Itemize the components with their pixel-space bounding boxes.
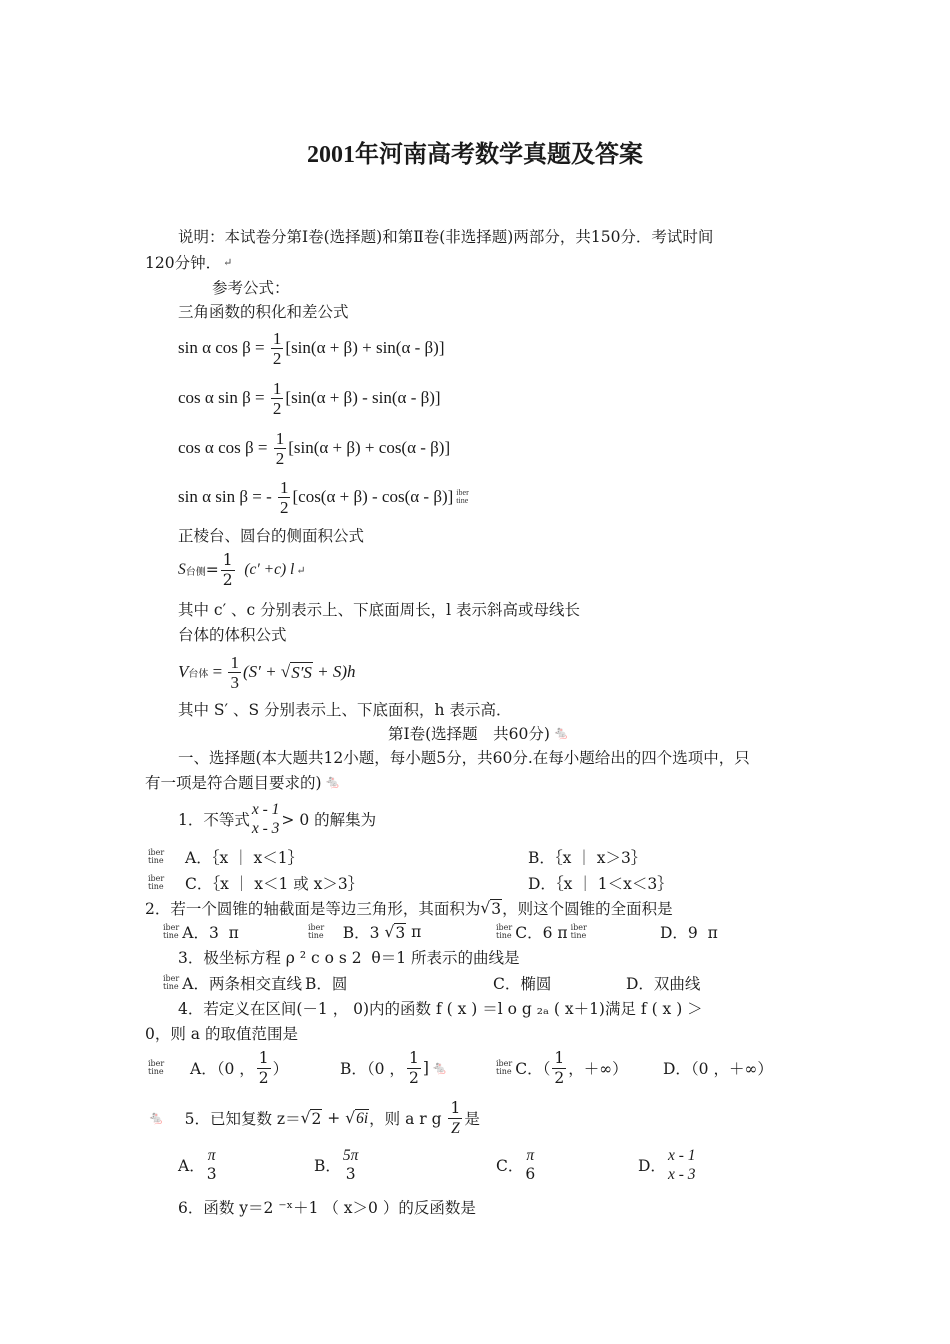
marker-top: iber	[308, 923, 325, 932]
question-3: 3．极坐标方程 ρ ² c o s 2 θ＝1 所表示的曲线是	[178, 949, 520, 967]
option-text: A．（0 ，	[190, 1060, 255, 1078]
option-b	[340, 1049, 448, 1088]
field-marker-icon	[496, 1060, 512, 1076]
denominator: 2	[279, 497, 289, 517]
equals: =	[208, 662, 227, 681]
fraction	[668, 1146, 696, 1184]
marker-bottom: tine	[570, 931, 587, 940]
denominator: 2	[272, 398, 282, 418]
fraction	[252, 800, 280, 838]
q-text: 1．不等式	[178, 811, 250, 829]
rhs: [sin(α + β) - sin(α - β)]	[285, 388, 441, 407]
rhs: (S′ +	[242, 662, 281, 681]
trig-formula-4	[178, 477, 472, 517]
plus: +	[322, 1109, 346, 1127]
numerator: 1	[272, 378, 282, 398]
q1-options-row2	[145, 871, 845, 895]
equals: =	[205, 561, 219, 579]
mouse-icon: 🐁	[431, 1060, 449, 1076]
option-text: ]	[422, 1059, 429, 1077]
numerator: 1	[408, 1048, 419, 1067]
fraction	[274, 429, 287, 468]
fraction	[271, 379, 284, 418]
option-label: D．	[638, 1157, 666, 1175]
rhs: [sin(α + β) + cos(α - β)]	[288, 438, 451, 457]
rhs: [sin(α + β) + sin(α - β)]	[285, 338, 445, 357]
marker-bottom: tine	[456, 496, 469, 505]
option-d: D．｛x ｜ 1＜x＜3｝	[528, 875, 673, 893]
v-subscript: 台体	[188, 668, 209, 680]
denominator: 2	[272, 348, 282, 368]
option-text: ）	[272, 1060, 289, 1078]
q-text: ，则 a r g	[369, 1110, 447, 1128]
denominator: 6	[525, 1165, 536, 1183]
denominator: 2	[258, 1068, 269, 1087]
marker-bottom: tine	[163, 931, 179, 940]
denominator: x - 3	[251, 820, 280, 837]
option-d: D．双曲线	[626, 975, 701, 993]
trig-heading: 三角函数的积化和差公式	[178, 303, 349, 321]
q-text: 2．若一个圆锥的轴截面是等边三角形，其面积为	[145, 900, 481, 918]
option-c: C．6 π	[515, 924, 568, 942]
q-text: 5．已知复数 z＝	[184, 1110, 301, 1128]
marker-bottom: tine	[148, 882, 164, 891]
lhs: sin α cos β =	[178, 338, 269, 357]
option-label: A．	[178, 1157, 205, 1175]
rhs: (c′ +c) l	[236, 561, 295, 578]
trig-formula-2	[178, 378, 441, 418]
numerator: 1	[222, 550, 233, 569]
option-a: A．3 π	[182, 924, 239, 942]
field-marker-icon	[163, 924, 179, 940]
marker-bottom: tine	[163, 982, 179, 991]
marker-bottom: tine	[496, 931, 512, 940]
denominator: 3	[206, 1165, 217, 1183]
fraction	[257, 1049, 271, 1088]
fraction	[552, 1049, 566, 1088]
fraction	[448, 1099, 462, 1138]
trig-formula-1	[178, 328, 445, 368]
field-marker-icon	[308, 924, 324, 940]
volume-heading: 台体的体积公式	[178, 626, 287, 644]
option-d: D．9 π	[660, 924, 718, 942]
option-d	[638, 1146, 697, 1184]
lhs: cos α cos β =	[178, 438, 272, 457]
mouse-icon: 🐁	[552, 725, 570, 741]
marker-top: iber	[456, 488, 469, 497]
s-subscript: 台侧	[185, 566, 206, 578]
fraction	[271, 329, 284, 368]
denominator: 3	[230, 672, 239, 692]
marker-top: iber	[570, 923, 587, 932]
intro-text: 120分钟．	[145, 254, 222, 272]
q4-options	[145, 1048, 845, 1087]
option-b: B．｛x ｜ x＞3｝	[528, 849, 647, 867]
question-4-line2: 0，则 a 的取值范围是	[145, 1025, 298, 1043]
option-d: D．（0 ，＋∞）	[663, 1060, 773, 1078]
volume-note: 其中 S′ 、S 分别表示上、下底面积，h 表示高．	[178, 701, 512, 719]
part1-heading	[388, 721, 569, 745]
option-a	[190, 1049, 288, 1088]
s-symbol: S	[178, 561, 186, 578]
sqrt-term: 6i	[356, 1109, 369, 1127]
field-marker-icon	[148, 1060, 164, 1076]
marker-top: iber	[496, 923, 513, 932]
numerator: 1	[450, 1098, 461, 1117]
question-2: 2．若一个圆锥的轴截面是等边三角形，其面积为 √ 3 ，则这个圆锥的全面积是	[145, 899, 673, 918]
fraction	[343, 1146, 359, 1184]
mouse-icon: 🐁	[324, 774, 341, 790]
option-a: A．｛x ｜ x＜1｝	[185, 849, 304, 867]
ref-heading: 参考公式：	[212, 279, 290, 297]
q-text: > 0 的解集为	[281, 811, 377, 829]
q2-options	[160, 920, 860, 944]
numerator: 1	[230, 652, 239, 672]
lhs: cos α sin β =	[178, 388, 269, 407]
instructions-line2	[145, 770, 341, 794]
instructions-line1: 一、选择题(本大题共12小题，每小题5分，共60分.在每小题给出的四个选项中，只	[178, 749, 750, 767]
option-text: C．（	[515, 1060, 551, 1078]
option-b-wrap: iber tine B．3 √ 3 π	[308, 923, 422, 942]
v-symbol: V	[178, 662, 189, 681]
fraction	[228, 653, 241, 692]
sqrt-term: S′S	[291, 662, 312, 682]
option-c-wrap	[493, 921, 590, 943]
numerator: 1	[275, 428, 285, 448]
marker-bottom: tine	[148, 1067, 164, 1076]
rhs: [cos(α + β) - cos(α - β)]	[292, 487, 454, 506]
intro-line2	[145, 250, 232, 274]
heading-text: 第Ⅰ卷(选择题 共60分)	[388, 725, 550, 743]
instr-text: 有一项是符合题目要求的)	[145, 774, 322, 792]
marker-top: iber	[163, 923, 180, 932]
trig-formula-3	[178, 428, 451, 468]
option-c	[493, 1049, 628, 1088]
option-c: C．椭圆	[493, 975, 552, 993]
option-c	[496, 1146, 537, 1184]
field-marker-icon	[148, 875, 164, 891]
option-label: C．	[496, 1157, 524, 1175]
option-b	[314, 1146, 360, 1184]
question-5: 🐁 5．已知复数 z＝ √ 2 + √ 6i ，则 a r g $\frac{1}{Z}$ 是	[148, 1098, 480, 1137]
marker-bottom: tine	[148, 856, 164, 865]
question-6: 6．函数 y＝2 ⁻ˣ＋1 （ x＞0 ）的反函数是	[178, 1199, 476, 1217]
page-title: 2001年河南高考数学真题及答案	[307, 142, 643, 168]
field-marker-icon	[456, 489, 468, 505]
option-b: B．圆	[305, 975, 348, 993]
q3-options	[160, 971, 860, 995]
denominator: Z	[451, 1119, 460, 1137]
marker-top: iber	[148, 874, 165, 883]
option-a	[178, 1146, 219, 1184]
denominator: 2	[275, 448, 285, 468]
volume-formula: V 台体 = $\frac{1}{3}$ (S′ + √ S′S + S)h	[178, 652, 356, 692]
option-a: A．两条相交直线	[182, 975, 302, 993]
q5-options	[178, 1147, 828, 1183]
denominator: 3	[345, 1165, 356, 1183]
numerator: 1	[272, 328, 282, 348]
q1-options-row1	[145, 845, 845, 869]
fraction	[207, 1146, 217, 1184]
option-text: ，＋∞）	[568, 1060, 628, 1078]
q-text: ，则这个圆锥的全面积是	[502, 900, 673, 918]
marker-bottom: tine	[496, 1067, 512, 1076]
numerator: 1	[279, 477, 289, 497]
marker-top: iber	[163, 974, 180, 983]
field-marker-icon	[571, 924, 587, 940]
denominator: 2	[554, 1068, 565, 1087]
denominator: x - 3	[667, 1166, 696, 1183]
marker-top: iber	[496, 1059, 513, 1068]
numerator: 1	[258, 1048, 269, 1067]
numerator: π	[207, 1147, 216, 1164]
option-b-pi: π	[406, 923, 422, 941]
rhs: + S)h	[312, 662, 356, 681]
mouse-icon: 🐁	[148, 1110, 165, 1126]
marker-bottom: tine	[308, 931, 324, 940]
question-1	[178, 801, 377, 837]
frustum-heading: 正棱台、圆台的侧面积公式	[178, 527, 365, 545]
option-c: C．｛x ｜ x＜1 或 x＞3｝	[185, 875, 364, 893]
numerator: π	[526, 1147, 535, 1164]
paragraph-mark-icon: ↵	[296, 563, 306, 577]
paragraph-mark-icon: ↵	[223, 255, 233, 269]
fraction	[278, 478, 291, 517]
field-marker-icon	[148, 849, 164, 865]
intro-line1: 说明：本试卷分第Ⅰ卷(选择题)和第Ⅱ卷(非选择题)两部分，共150分．考试时间	[178, 228, 714, 246]
option-b: B．3	[342, 924, 385, 942]
q-text: 是	[464, 1110, 480, 1128]
marker-top: iber	[148, 848, 165, 857]
field-marker-icon	[163, 975, 179, 991]
sqrt-term: 3	[395, 923, 406, 942]
question-4-line1: 4．若定义在区间(－1 ， 0)内的函数 f ( x ) ＝l o g ₂ₐ ( x＋1)满足 f ( x ) ＞	[178, 1000, 703, 1018]
marker-top: iber	[148, 1059, 165, 1068]
numerator: 5π	[342, 1147, 359, 1164]
numerator: x - 1	[251, 801, 280, 818]
fraction	[407, 1049, 421, 1088]
lateral-area-formula	[178, 550, 306, 589]
field-marker-icon	[496, 924, 512, 940]
numerator: 1	[554, 1048, 565, 1067]
option-text: B．（0 ，	[340, 1060, 405, 1078]
sqrt-term: 3	[491, 899, 502, 918]
fraction	[525, 1146, 535, 1184]
numerator: x - 1	[667, 1147, 696, 1164]
denominator: 2	[222, 570, 233, 589]
lhs: sin α sin β = -	[178, 487, 276, 506]
lateral-note: 其中 c′ 、c 分别表示上、下底面周长，l 表示斜高或母线长	[178, 601, 581, 619]
fraction	[221, 551, 235, 590]
denominator: 2	[408, 1068, 419, 1087]
option-label: B．	[314, 1157, 341, 1175]
sqrt-term: 2	[311, 1109, 322, 1128]
